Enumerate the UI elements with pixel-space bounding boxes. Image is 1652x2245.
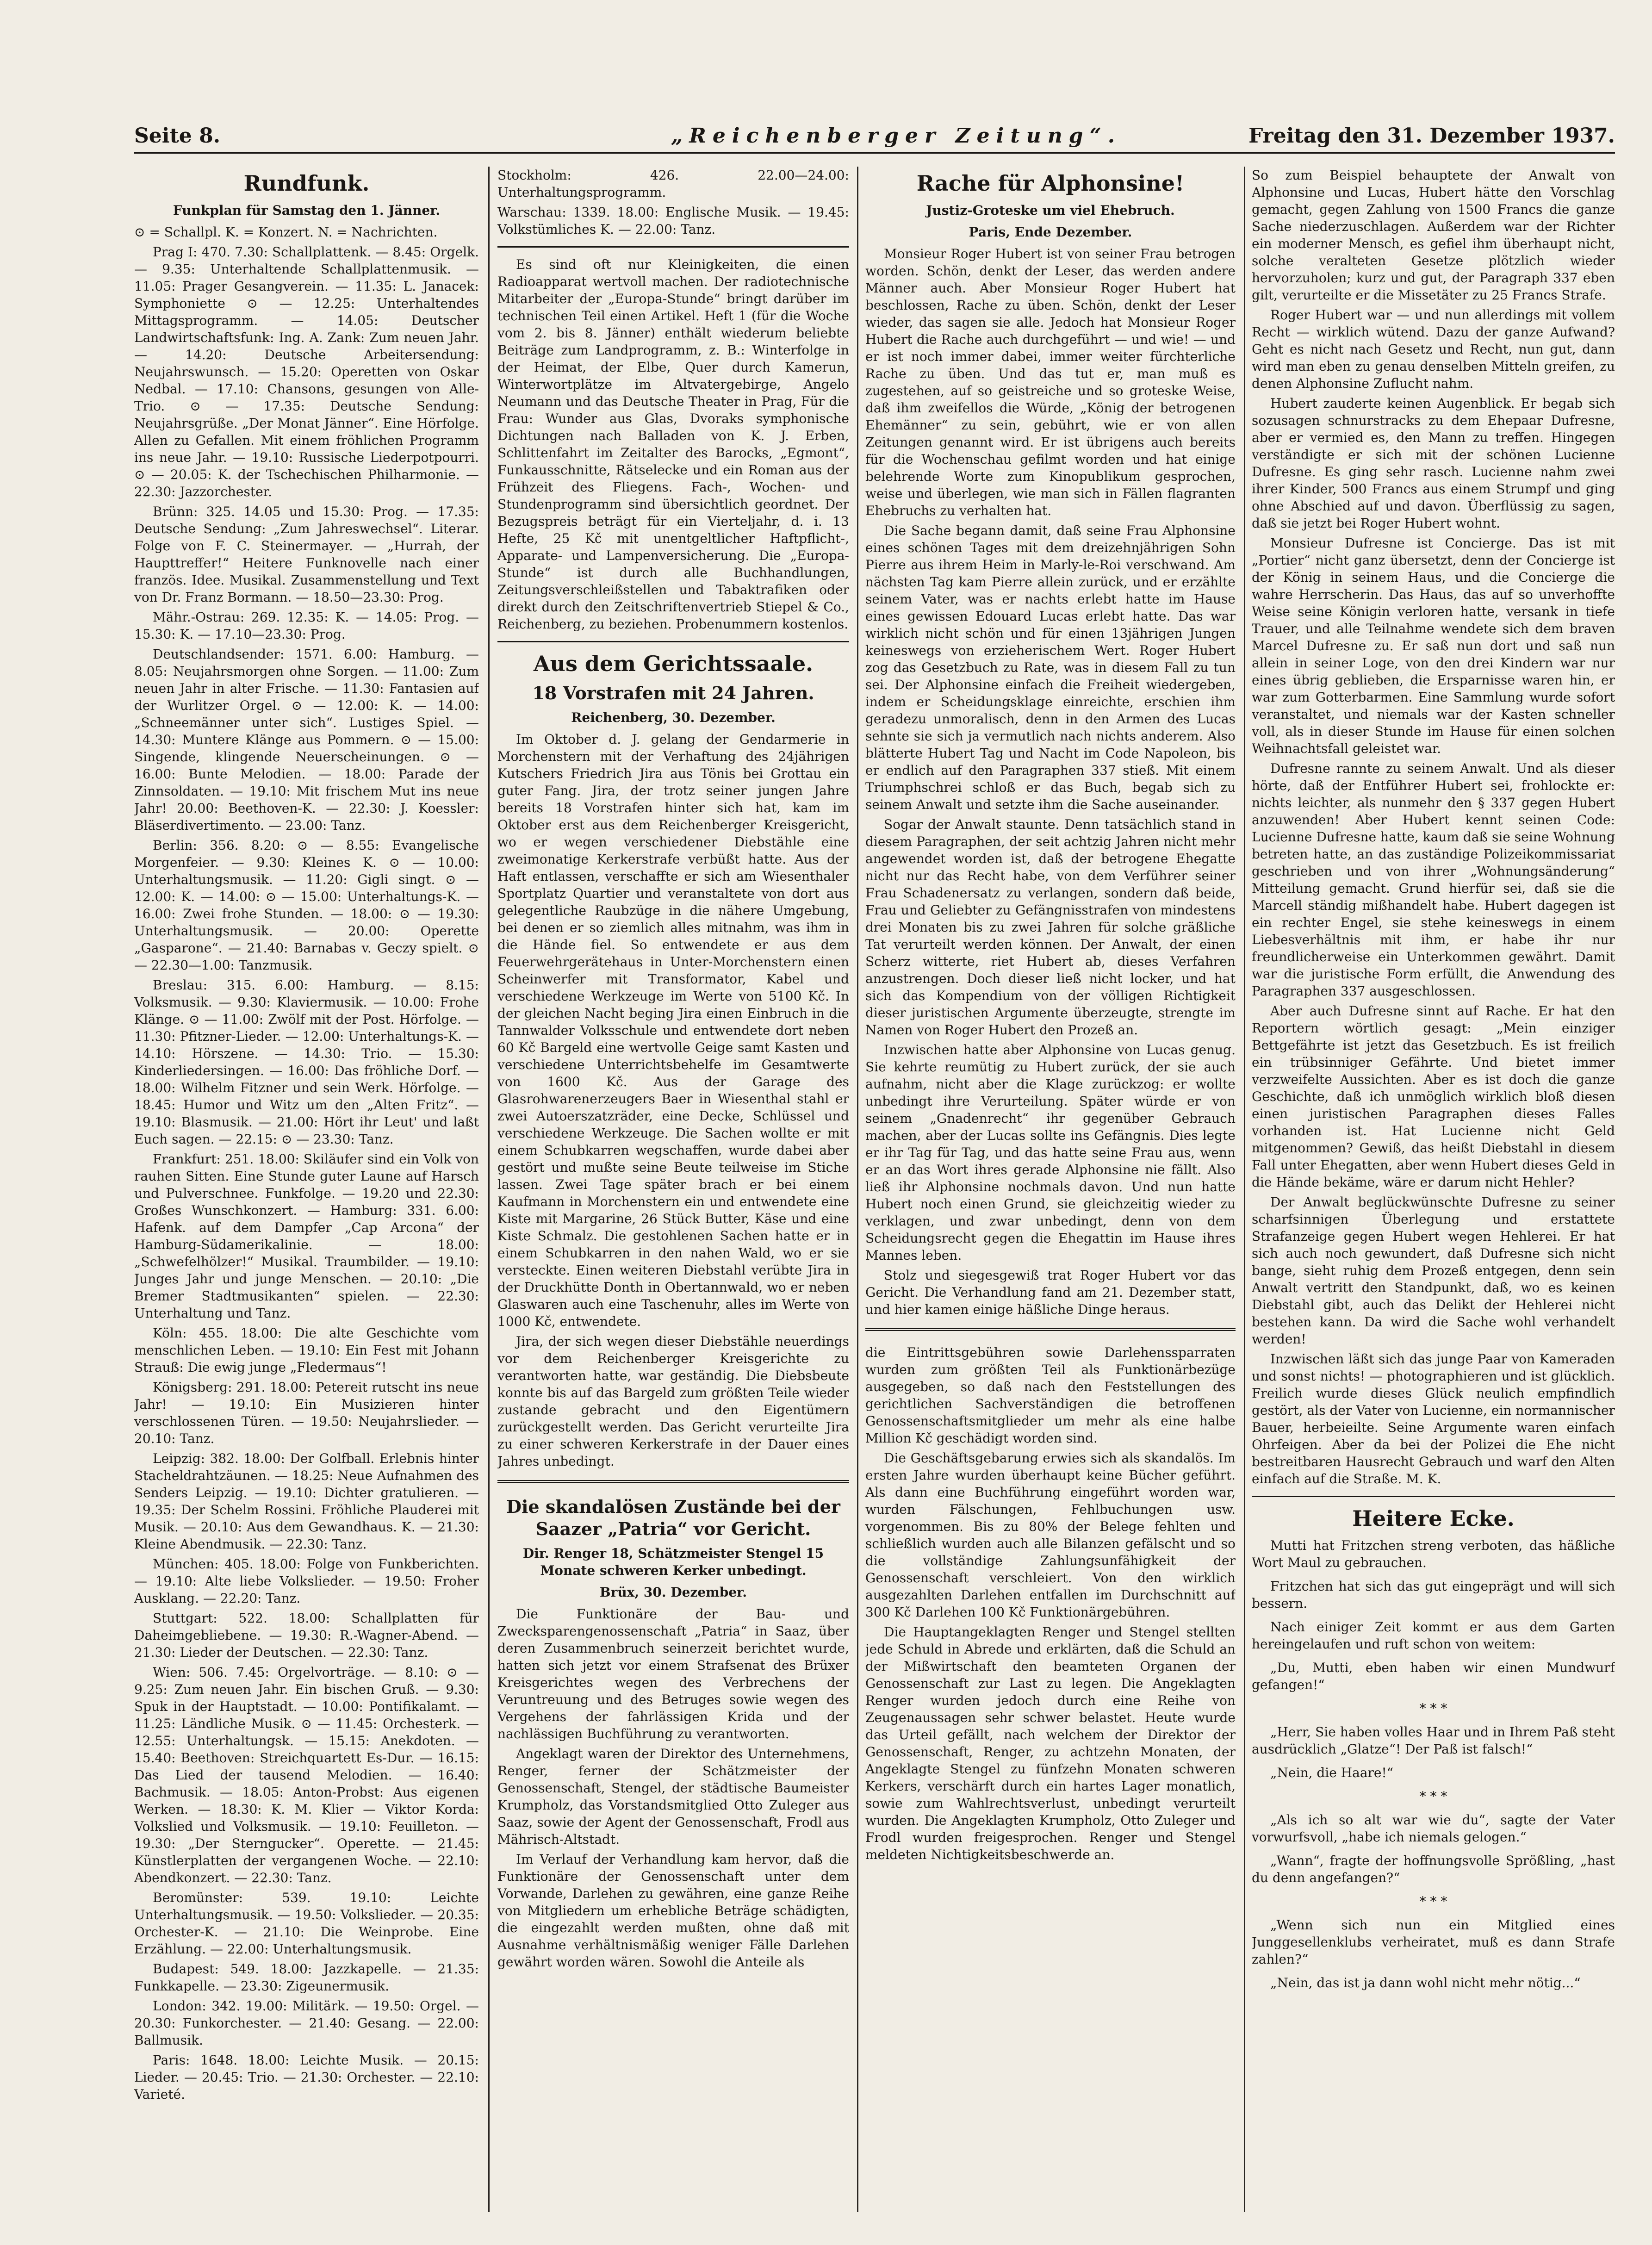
feature-paragraph: Roger Hubert war — und nun allerdings mit vollem Recht — wirklich wütend. Dazu der ganze Aufwand? Geht es nicht nach Gesetz und Recht, nun gut, dann wird man eben zu genau denselben Mitteln greifen, zu denen Alphonsine Zuflucht nahm.: [1252, 307, 1615, 391]
feature-paragraph: Inzwischen hatte aber Alphonsine von Lucas genug. Sie kehrte reumütig zu Hubert zurück, der sie auch aufnahm, nicht aber die Klage zurückzog: er wollte unbedingt ihre Verurteilung. Später würde er von seinem „Gnadenrecht“ ihr gegenüber Gebrauch machen, aber der Lucas sollte ins Gefängnis. Dies legte er ihr Tag für Tag, und das hatte seine Frau aus, wenn er an das Wort ihres gerade Alphonsine nie fällt. Also ließ ihr Alphonsine nochmals davon. Und nun hatte Hubert noch einen Grund, sie gleichzeitig wieder zu verklagen, und zwar unbedingt, denn von dem Scheidungsrecht gegen die Ehegattin im Hause ihres Mannes leben.: [865, 1042, 1236, 1263]
radio-station: Prag I: 470. 7.30: Schallplattenk. — 8.45: Orgelk. — 9.35: Unterhaltende Schallplattenmusik. — 11.05: Prager Gesangverein. — 11.35: L. Janacek: Symphoniette ⊙ — 12.25: Unterhaltendes Mittagsprogramm. — 14.05: Deutscher Landwirtschaftsfunk: Ing. A. Zank: Zum neuen Jahr. — 14.20: Deutsche Arbeitersendung: Neujahrswunsch. — 15.20: Operetten von Oskar Nedbal. — 17.10: Chansons, gesungen von Alle-Trio. ⊙ — 17.35: Deutsche Sendung: Neujahrsgrüße. „Der Monat Jänner“. Eine Hörfolge. Allen zu Gefallen. Mit einem fröhlichen Programm ins neue Jahr. — 19.10: Russische Liederpotpourri. ⊙ — 20.05: K. der Tschechischen Philharmonie. — 22.30: Jazzorchester.: [134, 244, 479, 499]
joke-line: „Herr, Sie haben volles Haar und in Ihrem Paß steht ausdrücklich „Glatze“! Der Paß ist falsch!“: [1252, 1724, 1615, 1757]
radio-station: Beromünster: 539. 19.10: Leichte Unterhaltungsmusik. — 19.50: Volkslieder. — 20.35: Orchester-K. — 21.10: Die Weinprobe. Eine Erzählung. — 22.00: Unterhaltungsmusik.: [134, 1890, 479, 1957]
page-number: Seite 8.: [134, 124, 221, 148]
joke-line: „Du, Mutti, eben haben wir einen Mundwurf gefangen!“: [1252, 1660, 1615, 1692]
feature-paragraph: Monsieur Roger Hubert ist von seiner Frau betrogen worden. Schön, denkt der Leser, das werden andere Männer auch. Aber Monsieur Roger Hubert hat beschlossen, Rache zu üben. Schön, denkt der Leser wieder, das sagen sie alle. Jedoch hat Monsieur Roger Hubert die Rache auch durchgeführt — und wie! — und er ist noch immer dabei, immer weiter fürchterliche Rache zu üben. Und das tut er, man muß es zugestehen, auf so geistreiche und so groteske Weise, daß ihm zweifellos die Würde, „König der betrogenen Ehemänner“ zu sein, gebührt, wie er von allen Zeitungen genannt wird. Er ist übrigens auch bereits für die Wochenschau gefilmt worden und hat einige belehrende Worte zum Kinopublikum gesprochen, weise und überlegen, wie man sich in Fällen flagranten Ehebruchs zu verhalten hat.: [865, 246, 1236, 518]
column-feature: [865, 167, 1236, 2212]
feature-paragraph: Die Sache begann damit, daß seine Frau Alphonsine eines schönen Tages mit dem dreizehnjährigen Sohn Pierre aus ihrem Heim in Marly-le-Roi verschwand. Am nächsten Tag kam Pierre allein zurück, und er erzählte seinem Vater, was er nachts erlebt hatte im Hause eines gewissen Edouard Lucas erlebt hatte. Das war wirklich nicht schön und für einen 13jährigen Jungen keineswegs von erzieherischem Wert. Roger Hubert zog das Gesetzbuch zu Rate, was in diesem Fall zu tun sei. Der Alphonsine einfach die Freiheit wiedergeben, indem er Scheidungsklage einreichte, erschien ihm geradezu unmoralisch, denn in den Armen des Lucas sehnte sie sich ja vermutlich nach nichts anderem. Also blätterte Hubert Tag und Nacht im Code Napoleon, bis er endlich auf den Paragraphen 337 stieß. Mit einem Triumphschrei schloß er das Buch, begab sich zu seinem Anwalt und setzte ihm die Sache auseinander.: [865, 523, 1236, 812]
radio-station: Warschau: 1339. 18.00: Englische Musik. — 19.45: Volkstümliches K. — 22.00: Tanz.: [497, 205, 849, 237]
radio-station: Deutschlandsender: 1571. 6.00: Hamburg. — 8.05: Neujahrsmorgen ohne Sorgen. — 11.00: Zum neuen Jahr in alter Frische. — 11.30: Fantasien auf der Wurlitzer Orgel. ⊙ — 12.00: K. — 14.00: „Schneemänner unter sich“. Lustiges Spiel. — 14.30: Muntere Klänge aus Pommern. ⊙ — 15.00: Singende, klingende Neuerscheinungen. ⊙ — 16.00: Bunte Melodien. — 18.00: Parade der Zinnsoldaten. — 19.10: Mit frischem Mut ins neue Jahr! 20.00: Beethoven-K. — 22.30: J. Koessler: Bläserdivertimento. — 23.00: Tanz.: [134, 647, 479, 833]
feature-paragraph: Sogar der Anwalt staunte. Denn tatsächlich stand in diesem Paragraphen, der seit achtzig Jahren nicht mehr angewendet worden ist, daß der betrogene Ehegatte nicht nur das Recht habe, von dem Verführer seiner Frau Schadenersatz zu verlangen, sondern daß beide, Frau und Geliebter zu Gefängnisstrafen von mindestens drei Monaten bis zu zwei Jahren für solche gräßliche Tat verurteilt werden können. Der Anwalt, der einen Scherz witterte, riet Hubert ab, dieses Verfahren anzustrengen. Doch dieser ließ nicht locker, und hat sich das Kompendium von der völligen Richtigkeit dieser juristischen Argumente überzeugte, strengte im Namen von Roger Hubert den Prozeß an.: [865, 817, 1236, 1038]
radio-station: Leipzig: 382. 18.00: Der Golfball. Erlebnis hinter Stacheldrahtzäunen. — 18.25: Neue Aufnahmen des Senders Leipzig. — 19.10: Dichter gratulieren. — 19.35: Der Schelm Rossini. Fröhliche Plauderei mit Musik. — 20.10: Aus dem Gewandhaus. K. — 21.30: Kleine Abendmusik. — 22.30: Tanz.: [134, 1451, 479, 1552]
story-paragraph: Jira, der sich wegen dieser Diebstähle neuerdings vor dem Reichenberger Kreisgerichte zu verantworten hatte, war geständig. Die Diebsbeute konnte bis auf das Bargeld zum größten Teile wieder zustande gebracht und den Eigentümern zurückgestellt werden. Das Gericht verurteilte Jira zu einer schweren Kerkerstrafe in der Dauer eines Jahres unbedingt.: [497, 1334, 849, 1469]
issue-date: Freitag den 31. Dezember 1937.: [1248, 124, 1615, 148]
radio-station: Mähr.-Ostrau: 269. 12.35: K. — 14.05: Prog. — 15.30: K. — 17.10—23.30: Prog.: [134, 609, 479, 642]
radio-station: Berlin: 356. 8.20: ⊙ — 8.55: Evangelische Morgenfeier. — 9.30: Kleines K. ⊙ — 10.00: Unterhaltungsmusik. — 11.20: Gigli singt. ⊙ — 12.00: K. — 14.00: ⊙ — 15.00: Unterhaltungs-K. — 16.00: Zwei frohe Stunden. — 18.00: ⊙ — 19.30: Unterhaltungsmusik. — 20.00: Operette „Gasparone“. — 21.40: Barnabas v. Geczy spielt. ⊙ — 22.30—1.00: Tanzmusik.: [134, 838, 479, 973]
feature-paragraph: Aber auch Dufresne sinnt auf Rache. Er hat den Reportern wörtlich gesagt: „Mein einziger Bettgefährte ist jetzt das Gesetzbuch. Es ist freilich ein trübsinniger Gefährte. Und bietet immer verzweifelte Aussichten. Aber es ist doch die ganze Geschichte, daß ich unmöglich wirklich bloß diesen einen juristischen Paragraphen dieses Falles vorhanden ist. Hat Lucienne nicht Geld mitgenommen? Gewiß, das heißt Diebstahl in diesem Fall unter Ehegatten, aber wenn Hubert dieses Geld in die Hände bekäme, wäre er darum nicht Hehler?: [1252, 1003, 1615, 1190]
feature-paragraph: Der Anwalt beglückwünschte Dufresne zu seiner scharfsinnigen Überlegung und erstattete Strafanzeige gegen Hubert wegen Hehlerei. Er hat sich auch noch gewundert, daß Dufresne sich nicht bange, sieht ruhig dem Prozeß entgegen, denn sein Anwalt vertritt den Standpunkt, daß, wo es keinen Diebstahl gibt, auch das Delikt der Hehlerei nicht bestehen kann. Da wird die Sache wohl verhandelt werden!: [1252, 1194, 1615, 1347]
divider: [1252, 1496, 1615, 1497]
joke-line: Nach einiger Zeit kommt er aus dem Garten hereingelaufen und ruft schon von weitem:: [1252, 1619, 1615, 1652]
story-paragraph: Die Funktionäre der Bau- und Zwecksparengenossenschaft „Patria“ in Saaz, über deren Zusammenbruch seinerzeit berichtet wurde, hatten sich jetzt vor einem Strafsenat des Brüxer Kreisgerichtes wegen des Verbrechens der Veruntreuung und des Betruges sowie wegen des Vergehens der fahrlässigen Krida und der nachlässigen Buchführung zu verantworten.: [497, 1606, 849, 1741]
story-paragraph: Im Oktober d. J. gelang der Gendarmerie in Morchenstern mit der Verhaftung des 24jährigen Kutschers Friedrich Jira aus Tönis bei Grottau ein guter Fang. Jira, der trotz seiner jungen Jahre bereits 18 Vorstrafen hinter sich hat, kam im Oktober erst aus dem Reichenberger Kreisgericht, wo er wegen verschiedener Diebstähle eine zweimonatige Kerkerstrafe verbüßt hatte. Aus der Haft entlassen, verschaffte er sich am Wiesenthaler Sportplatz Quartier und veranstaltete von dort aus gelegentliche Raubzüge in die nähere Umgebung, bei denen er so ziemlich alles mitnahm, was ihm in die Hände fiel. So entwendete er aus dem Feuerwehrgerätehaus in Unter-Morchenstern einen Scheinwerfer mit Transformator, Kabel und verschiedene Werkzeuge im Werte von 5100 Kč. In der gleichen Nacht beging Jira einen Einbruch in die Tannwalder Volksschule und entwendete dort neben 60 Kč Bargeld eine wertvolle Geige samt Kasten und verschiedene Unterrichtsbehelfe im Gesamtwerte von 1600 Kč. Aus der Garage des Glasrohwarenerzeugers Baer in Wiesenthal stahl er zwei Autoerszatzräder, eine Decke, Schlüssel und verschiedene Werkzeuge. Die Sachen wollte er mit einem Schubkarren wegschaffen, wurde dabei aber gestört und mußte seine Beute teilweise im Stiche lassen. Zwei Tage später brach er bei einem Kaufmann in Morchenstern ein und entwendete eine Kiste mit Margarine, 26 Stück Butter, Käse und eine Kiste Schmalz. Die gestohlenen Sachen hatte er in einem Schubkarren in den nahen Wald, wo er sie versteckte. Einen weiteren Diebstahl verübte Jira in der Druckhütte Donth in Obertannwald, wo er neben Glaswaren auch eine Taschenuhr, alles im Werte von 1000 Kč, entwendete.: [497, 732, 849, 1329]
joke-separator: * * *: [1419, 1701, 1447, 1716]
story-dateline: Brüx, 30. Dezember.: [599, 1585, 747, 1600]
story-paragraph: Angeklagt waren der Direktor des Unternehmens, Renger, ferner der Schätzmeister der Genossenschaft, Stengel, der städtische Baumeister Krumpholz, das Vorstandsmitglied Otto Zuleger aus Saaz, sowie der Agent der Genossenschaft, Frodl aus Mährisch-Altstadt.: [497, 1746, 849, 1847]
masthead: „Reichenberger Zeitung“.: [671, 124, 1122, 148]
story-title: 18 Vorstrafen mit 24 Jahren.: [532, 683, 814, 703]
joke-separator: * * *: [1419, 1894, 1447, 1909]
page-header: [134, 124, 1615, 154]
column-radio: [134, 167, 479, 2212]
radio-station: Frankfurt: 251. 18.00: Skiläufer sind ein Volk von rauhen Sitten. Eine Stunde guter Laune auf Harsch und Pulverschnee. Funkfolge. — 19.20 und 22.30: Großes Wunschkonzert. — Hamburg: 331. 6.00: Hafenk. auf dem Dampfer „Cap Arcona“ der Hamburg-Südamerikalinie. — 18.00: „Schwefelhölzer!“ Musikal. Traumbilder. — 19.10: Junges Jahr und junge Menschen. — 20.10: „Die Bremer Stadtmusikanten“ spielen. — 22.30: Unterhaltung und Tanz.: [134, 1151, 479, 1321]
joke-line: „Als ich so alt war wie du“, sagte der Vater vorwurfsvoll, „habe ich niemals gelogen.“: [1252, 1812, 1615, 1845]
radio-legend: ⊙ = Schallpl. K. = Konzert. N. = Nachrichten.: [134, 224, 438, 240]
radio-station: Stuttgart: 522. 18.00: Schallplatten für Daheimgebliebene. — 19.30: R.-Wagner-Abend. — 21.30: Lieder der Deutschen. — 22.30: Tanz.: [134, 1611, 479, 1660]
humor-heading: Heitere Ecke.: [1352, 1506, 1515, 1531]
joke-line: „Wann“, fragte der hoffnungsvolle Sprößling, „hast du denn angefangen?“: [1252, 1853, 1615, 1885]
radio-station: Paris: 1648. 18.00: Leichte Musik. — 20.15: Lieder. — 20.45: Trio. — 21.30: Orchester. — 22.10: Varieté.: [134, 2052, 479, 2102]
radio-station: London: 342. 19.00: Militärk. — 19.50: Orgel. — 20.30: Funkorchester. — 21.40: Gesang. — 22.00: Ballmusik.: [134, 1998, 479, 2048]
joke-line: „Nein, das ist ja dann wohl nicht mehr nötig...“: [1270, 1975, 1581, 1990]
feature-paragraph: Stolz und siegesgewiß trat Roger Hubert vor das Gericht. Die Verhandlung fand am 21. Dezember statt, und hier kamen einige häßliche Dinge heraus.: [865, 1268, 1236, 1317]
radio-station: München: 405. 18.00: Folge von Funkberichten. — 19.10: Alte liebe Volkslieder. — 19.50: Froher Ausklang. — 22.20: Tanz.: [134, 1556, 479, 1606]
feature-paragraph: Dufresne rannte zu seinem Anwalt. Und als dieser hörte, daß der Entführer Hubert sei, frohlockte er: nichts leichter, als nunmehr den § 337 gegen Hubert anzuwenden! Aber Hubert kennt seinen Code: Lucienne Dufresne hatte, kaum daß sie seine Wohnung betreten hatte, an das zuständige Polizeikommissariat geschrieben und von ihrer „Wohnungsänderung“ Mitteilung gemacht. Grund hierfür sei, daß sie die Marcell ständig mißhandelt habe. Hubert dagegen ist ein rechter Engel, sie stehe keineswegs in einem Liebesverhältnis mit ihm, er habe ihr nur freundlicherweise ein Unterkommen gewährt. Damit war die juristische Form erfüllt, die Anwendung des Paragraphen 337 ausgeschlossen.: [1252, 761, 1615, 999]
radio-subheading: Funkplan für Samstag den 1. Jänner.: [173, 203, 441, 218]
story-title: Die skandalösen Zustände bei der Saazer „Patria“ vor Gericht.: [506, 1496, 840, 1539]
feature-subheading: Justiz-Groteske um viel Ehebruch.: [926, 203, 1175, 218]
feature-dateline: Paris, Ende Dezember.: [969, 224, 1132, 240]
divider: [497, 1480, 849, 1486]
radio-station: Budapest: 549. 18.00: Jazzkapelle. — 21.35: Funkkapelle. — 23.30: Zigeunermusik.: [134, 1961, 479, 1994]
radio-station: Brünn: 325. 14.05 und 15.30: Prog. — 17.35: Deutsche Sendung: „Zum Jahreswechsel“. Literar. Folge von F. C. Steinermayer. — „Hurrah, der Haupttreffer!“ Heitere Funknovelle nach einer französ. Idee. Musikal. Zusammenstellung und Text von Dr. Franz Bormann. — 18.50—23.30: Prog.: [134, 504, 479, 605]
radio-stations: [134, 243, 479, 2103]
column-feature-cont: [1252, 167, 1615, 2212]
story-paragraph: Die Geschäftsgebarung erwies sich als skandalös. Im ersten Jahre wurden überhaupt keine Bücher geführt. Als dann eine Buchführung eingeführt worden war, wurden Fälschungen, Fehlbuchungen usw. vorgenommen. Bis zu 80% der Belege fehlten und schließlich wurden auch alle Bilanzen gefälscht und so die vollständige Zahlungsunfähigkeit der Genossenschaft verschleiert. Von den wirklich ausgezahlten Darlehen entfallen im Durchschnitt auf 300 Kč Darlehen 100 Kč Funktionärgebühren.: [865, 1450, 1236, 1620]
story-paragraph: die Eintrittsgebühren sowie Darlehenssparraten wurden zum größten Teil als Funktionärbezüge ausgegeben, so daß nach den Feststellungen des gerichtlichen Sachverständigen die betroffenen Genossenschaftsmitglieder um mehr als eine halbe Million Kč geschädigt worden sind.: [865, 1345, 1236, 1446]
column-court: [497, 167, 849, 2212]
magazine-advert: Es sind oft nur Kleinigkeiten, die einen Radioapparat wertvoll machen. Der radiotechnische Mitarbeiter der „Europa-Stunde“ bringt darüber im technischen Teil einen Artikel. Heft 1 (für die Woche vom 2. bis 8. Jänner) enthält wiederum beliebte Beiträge zum Landprogramm, z. B.: Winterfolge in der Heimat, der Elbe, Quer durch Kamerun, Winterwortplätze im Altvatergebirge, Angelo Neumann und das Deutsche Theater in Prag, Für die Frau: Wunder aus Glas, Dvoraks symphonische Dichtungen nach Balladen von K. J. Erben, Schlittenfahrt im Zeitalter des Barocks, „Egmont“, Funkausschnitte, Rätselecke und ein Roman aus der Frühzeit des Fliegens. Fach-, Wochen- und Stundenprogramm sind übersichtlich geordnet. Der Bezugspreis beträgt für ein Vierteljahr, d. i. 13 Hefte, 25 Kč mit unentgeltlicher Haftpflicht-, Apparate- und Lampenversicherung. Die „Europa-Stunde“ ist durch alle Buchhandlungen, Zeitungsverschleißstellen und Tabaktrafiken oder direkt durch den Zeitschriftenvertrieb Stiepel & Co., Reichenberg, zu beziehen. Probenummern kostenlos.: [497, 257, 849, 632]
divider: [497, 641, 849, 642]
column-rule: [857, 167, 858, 2212]
feature-paragraph: Monsieur Dufresne ist Concierge. Das ist mit „Portier“ nicht ganz übersetzt, denn der Concierge ist der König in seinem Haus, und die Concierge die wahre Herrscherin. Das Haus, das auf so unverhoffte Weise seine Königin verloren hatte, versank in tiefe Trauer, und alle Teilnahme wendete sich dem braven Marcel Dufresne zu. Er saß nun dort und saß nun allein in seiner Loge, von den drei Kindern war nur eines übrig geblieben, die Ersparnisse waren hin, er war zum Gotterbarmen. Eine Sammlung wurde sofort veranstaltet, und niemals war der Kasten schneller voll, als in dieser Stunde im Hause für einen solchen Weihnachtsfall geleistet war.: [1252, 535, 1615, 756]
divider: [865, 1328, 1236, 1334]
feature-paragraph: So zum Beispiel behauptete der Anwalt von Alphonsine und Lucas, Hubert hätte den Vorschlag gemacht, gegen Zahlung von 1500 Francs die ganze Sache niederzuschlagen. Außerdem war der Richter ein moderner Mensch, es gefiel ihm überhaupt nicht, solche veralteten Gesetze plötzlich wieder hervorzuholen; kurz und gut, der Paragraph 337 eben gilt, verurteilte er die Missetäter zu 25 Francs Strafe.: [1252, 168, 1615, 303]
joke-line: „Nein, die Haare!“: [1270, 1765, 1394, 1780]
feature-paragraph: Hubert zauderte keinen Augenblick. Er begab sich sozusagen schnurstracks zu dem Ehepaar Dufresne, aber er vermied es, den Mann zu treffen. Hingegen verständigte er sich mit der schönen Lucienne Dufresne. Es ging sehr rasch. Lucienne nahm zwei ihrer Kinder, 500 Francs aus einem Strumpf und ging ohne Abschied auf und davon. Überflüssig zu sagen, daß sie jetzt bei Roger Hubert wohnt.: [1252, 396, 1615, 531]
feature-heading: Rache für Alphonsine!: [916, 171, 1185, 196]
joke-separator: * * *: [1419, 1789, 1447, 1804]
radio-station: Köln: 455. 18.00: Die alte Geschichte vom menschlichen Leben. — 19.10: Ein Fest mit Johann Strauß: Die ewig junge „Fledermaus“!: [134, 1325, 479, 1375]
feature-paragraph: Inzwischen läßt sich das junge Paar von Kameraden und sonst nichts! — photographieren und ist glücklich. Freilich wurde dieses Glück neulich empfindlich gestört, als der Vater von Lucienne, ein normannischer Bauer, herbeieilte. Seine Argumente waren einfach Ohrfeigen. Aber da bei der Polizei die Ehe nicht bestreitbaren Hausrecht Gebrauch und warf den Alten einfach auf die Straße. M. K.: [1252, 1351, 1615, 1486]
story-paragraph: Die Hauptangeklagten Renger und Stengel stellten jede Schuld in Abrede und erklärten, daß die Schuld an der Mißwirtschaft den beamteten Organen der Genossenschaft zur Last zu legen. Die Angeklagten Renger wurden jedoch durch eine Reihe von Zeugenaussagen sehr schwer belastet. Heute wurde das Urteil gefällt, nach welchem der Direktor der Genossenschaft, Renger, zu achtzehn Monaten, der Angeklagte Stengel zu fünfzehn Monaten schweren Kerkers, verschärft durch ein hartes Lager monatlich, sowie zum Wahlrechtsverlust, unbedingt verurteilt wurden. Die Angeklagten Krumpholz, Otto Zuleger und Frodl wurden freigesprochen. Renger und Stengel meldeten Nichtigkeitsbeschwerde an.: [865, 1624, 1236, 1862]
joke-line: „Wenn sich nun ein Mitglied eines Junggesellenklubs verheiratet, muß es dann Strafe zahlen?“: [1252, 1917, 1615, 1967]
radio-station: Königsberg: 291. 18.00: Petereit rutscht ins neue Jahr! — 19.10: Ein Musizieren hinter verschlossenen Türen. — 19.50: Neujahrslieder. — 20.10: Tanz.: [134, 1380, 479, 1446]
radio-station: Breslau: 315. 6.00: Hamburg. — 8.15: Volksmusik. — 9.30: Klaviermusik. — 10.00: Frohe Klänge. ⊙ — 11.00: Zwölf mit der Post. Hörfolge. — 11.30: Pfitzner-Lieder. — 12.00: Unterhaltungs-K. — 14.10: Hörszene. — 14.30: Trio. — 15.30: Kinderliedersingen. — 16.00: Das fröhliche Dorf. — 18.00: Wilhelm Fitzner und sein Werk. Hörfolge. — 18.45: Humor und Witz um den „Alten Fritz“. — 19.10: Blasmusik. — 21.00: Hört ihr Leut' und laßt Euch sagen. — 22.15: ⊙ — 23.30: Tanz.: [134, 977, 479, 1147]
joke-line: Fritzchen hat sich das gut eingeprägt und will sich bessern.: [1252, 1579, 1615, 1611]
divider: [497, 246, 849, 248]
story-paragraph: Im Verlauf der Verhandlung kam hervor, daß die Funktionäre der Genossenschaft unter dem Vorwande, Darlehen zu gewähren, eine ganze Reihe von Mitgliedern um erhebliche Beträge schädigten, die eingezahlt werden mußten, ohne daß mit Ausnahme verhältnismäßig weniger Fälle Darlehen gewährt worden wären. Sowohl die Anteile als: [497, 1852, 849, 1970]
radio-station: Stockholm: 426. 22.00—24.00: Unterhaltungsprogramm.: [497, 168, 849, 200]
joke-line: Mutti hat Fritzchen streng verboten, das häßliche Wort Maul zu gebrauchen.: [1252, 1538, 1615, 1570]
column-rule: [488, 167, 490, 2212]
radio-station: Wien: 506. 7.45: Orgelvorträge. — 8.10: ⊙ — 9.25: Zum neuen Jahr. Ein bischen Gruß. — 9.30: Spuk in der Hauptstadt. — 10.00: Pontifikalamt. — 11.25: Ländliche Musik. ⊙ — 11.45: Orchesterk. — 12.55: Unterhaltungsk. — 15.15: Anekdoten. — 15.40: Beethoven: Streichquartett Es-Dur. — 16.15: Das Lied der tausend Melodien. — 16.40: Bachmusik. — 18.05: Anton-Probst: Aus eigenen Werken. — 18.30: K. M. Klier — Viktor Korda: Volkslied und Volksmusik. — 19.10: Feuilleton. — 19.30: „Der Sterngucker“. Operette. — 21.45: Künstlerplatten der vergangenen Woche. — 22.10: Abendkonzert. — 22.30: Tanz.: [134, 1665, 479, 1885]
court-section-heading: Aus dem Gerichtssaale.: [533, 651, 814, 676]
radio-heading: Rundfunk.: [243, 171, 370, 196]
column-rule: [1244, 167, 1245, 2212]
story-dateline: Reichenberg, 30. Dezember.: [571, 710, 776, 725]
story-subtitle: Dir. Renger 18, Schätzmeister Stengel 15 Monate schweren Kerker unbedingt.: [522, 1546, 824, 1578]
